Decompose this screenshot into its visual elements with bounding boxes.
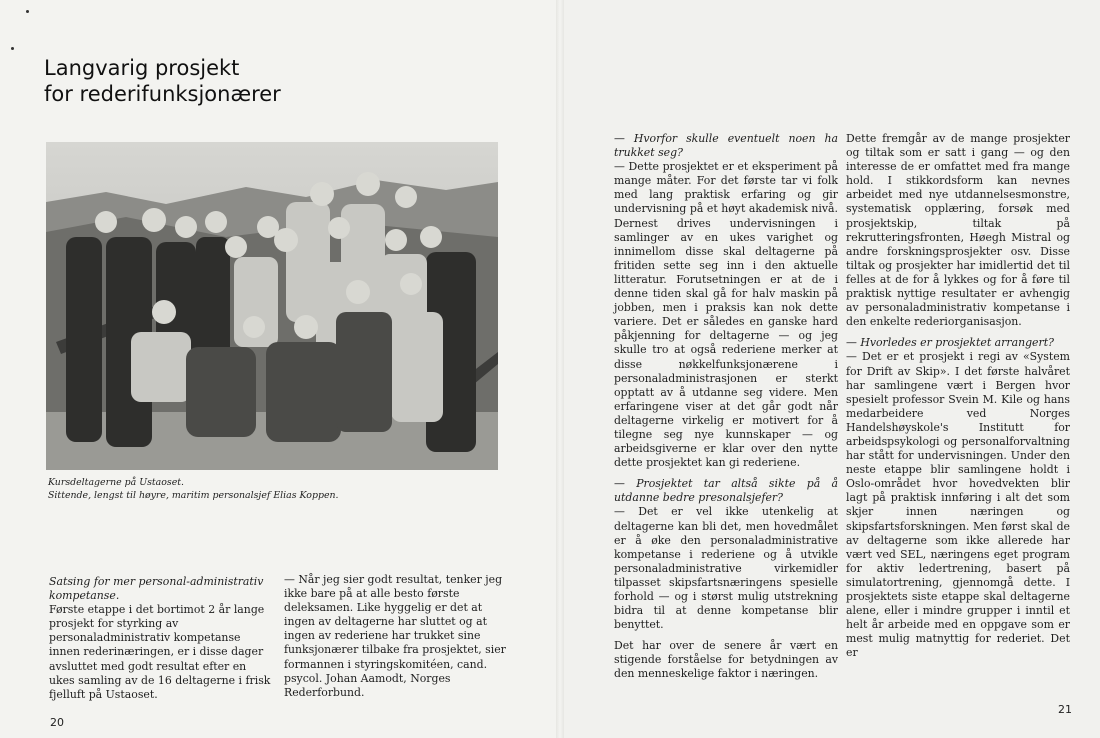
intro-heading: Satsing for mer personal-administrativ kompetanse. [49,575,264,603]
interview-answer: — Dette prosjektet er et eksperiment på mange måter. For det første tar vi folk med lang praktisk erfaring og gir undervisning på et høyt akademisk nivå. Dernest drives undervisningen i samlinger av en ukes varighet og innimellom disse skal deltagerne på fritiden sette seg inn i den aktuelle litteratur. Forutsetningen er at de i denne tiden skal gå for halv maskin på jobben, men i praksis kan nok dette variere. Det er således en ganske hard påkjenning for deltagerne — og jeg skulle tro at også rederiene merker at disse nøkkelfunksjonærene i personaladministrasjonen er sterkt opptatt av å utdanne seg videre. Men erfaringene viser at det går godt når deltagerne virkelig er motivert for å tilegne seg nye kunnskaper — og arbeidsgiverne er klar over den nytte dette prosjektet kan gi rederiene. [614,160,838,470]
scan-speck [11,47,14,50]
column-c [614,132,838,682]
group-photo [46,142,498,470]
scan-speck [26,10,29,13]
group-photo-image [46,142,498,470]
caption-line: Kursdeltagerne på Ustaoset. [48,477,185,488]
page-number-right: 21 [1058,703,1072,716]
body-paragraph: Dette fremgår av de mange prosjekter og tiltak som er satt i gang — og den interesse de er omfattet med fra mange hold. I stikkordsform kan nevnes arbeidet med nye utdannelsesmonstre, systematisk opplæring, forsøk med prosjektskip, tiltak på rekrutteringsfronten, Høegh Mistral og andre forskningsprosjekter osv. Disse tiltak og prosjekter har imidlertid det til felles at de for å lykkes og for å føre til praktisk nyttige resultater er avhengig av personaladministrativ kompetanse i den enkelte rederiorganisasjon. [846,132,1070,329]
interview-question: — Prosjektet tar altså sikte på å utdanne bedre presonalsjefer? [614,477,838,505]
interview-answer: — Det er et prosjekt i regi av «System for Drift av Skip». I det første halvåret har samlingene vært i Bergen hvor spesielt professor Svein M. Kile og hans medarbeidere ved Norges Handelshøyskole's Institutt for arbeidspsykologi og personalforvaltning har stått for undervisningen. Under den neste etappe blir samlingene holdt i Oslo-området hvor hovedvekten blir lagt på praktisk innføring i alt det som skjer innen næringen og skipsfartsforskningen. Men først skal de av deltagerne som ikke allerede har vært ved SEL, næringens eget program for aktiv ledertrening, basert på simulatortrening, gjennomgå dette. I prosjektets siste etappe skal deltagerne alene, eller i mindre grupper i inntil et helt år arbeide med en oppgave som er mest mulig matnyttig for rederiet. Det er [846,350,1070,660]
column-d [846,132,1070,660]
interview-question: — Hvorledes er prosjektet arrangert? [846,336,1054,350]
page-number-left: 20 [50,716,64,729]
intro-paragraph: Første etappe i det bortimot 2 år lange prosjekt for styrking av personaladministrativ kompetanse innen rederinæringen, er i disse dager avsluttet med godt resultat efter en ukes samling av de 16 deltagerne i frisk fjelluft på Ustaoset. [49,603,271,701]
photo-caption [48,477,508,502]
caption-line: Sittende, lengst til høyre, maritim personalsjef Elias Koppen. [48,489,339,501]
column-a [49,575,273,702]
title-line: for rederifunksjonærer [44,82,281,106]
interview-question: — Hvorfor skulle eventuelt noen ha trukket seg? [614,132,838,160]
interview-answer: — Det er vel ikke utenkelig at deltagerne kan bli det, men hovedmålet er å øke den personaladministrative kompetanse i rederiene og å utvikle personaladministrative virkemidler tilpasset skipsfartsnæringens spesielle forhold — og i størst mulig utstrekning bidra til at denne kompetanse blir benyttet. [614,505,838,632]
column-b [284,573,506,700]
body-paragraph: Det har over de senere år vært en stigende forståelse for betydningen av den menneskelige faktor i næringen. [614,639,838,681]
title-line: Langvarig prosjekt [44,56,240,80]
quote-paragraph: — Når jeg sier godt resultat, tenker jeg ikke bare på at alle besto første deleksamen. Like hyggelig er det at ingen av deltagerne har sluttet og at ingen av rederiene har trukket sine funksjonærer tilbake fra prosjektet, sier formannen i styringskomitéen, cand. psycol. Johan Aamodt, Norges Rederforbund. [284,573,506,699]
article-title [44,55,281,107]
page-gutter [556,0,564,738]
